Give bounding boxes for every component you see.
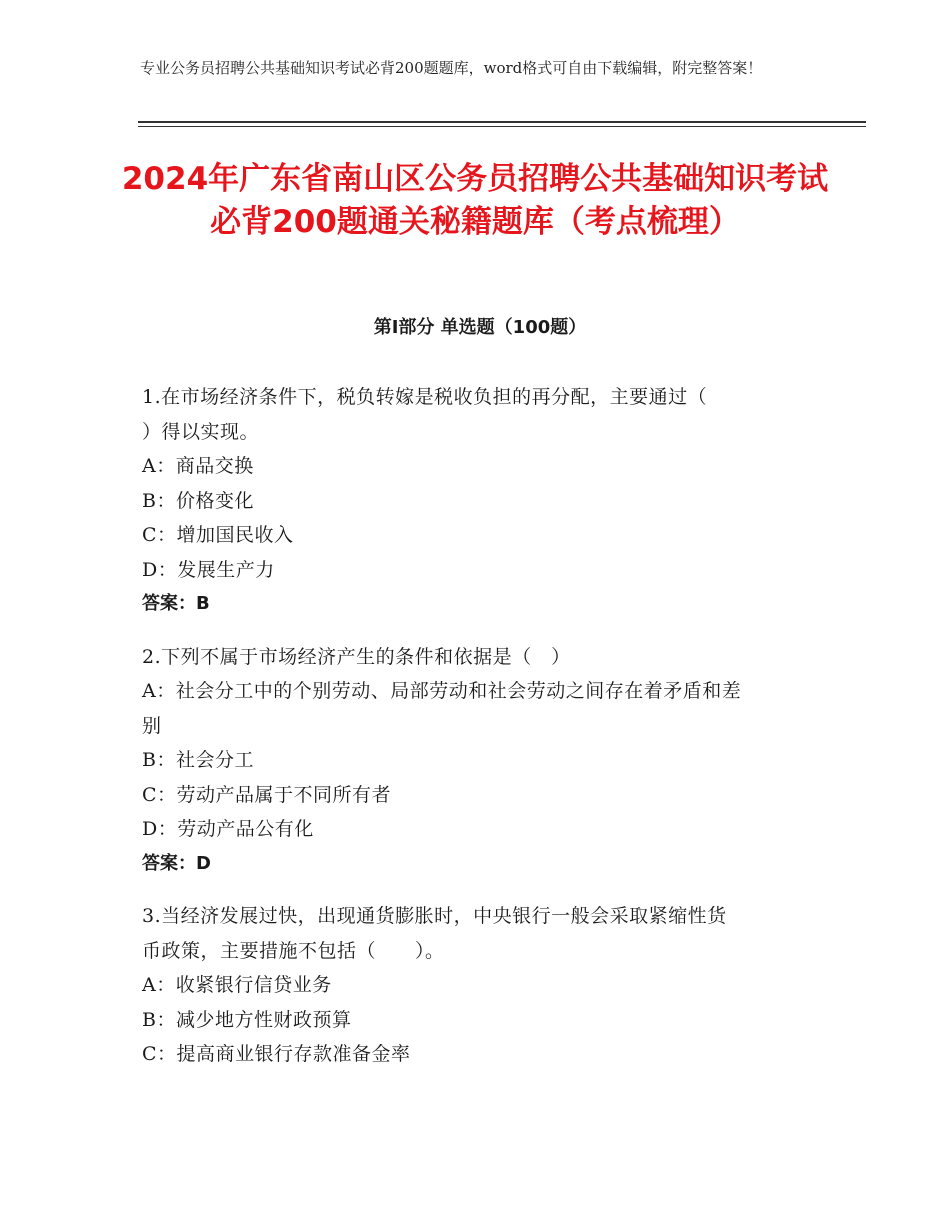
question-3 [142,899,810,1072]
option-c: C：增加国民收入 [142,524,294,546]
question-stem-line: 3.当经济发展过快，出现通货膨胀时，中央银行一般会采取紧缩性货 [142,905,727,927]
document-title: 2024年广东省南山区公务员招聘公共基础知识考试必背200题通关秘籍题库（考点梳理） [121,161,829,240]
option-b: B：社会分工 [142,749,254,771]
option-b: B：价格变化 [142,489,254,512]
question-1 [142,380,810,622]
option-b: B：减少地方性财政预算 [142,1008,352,1031]
question-stem-line: 2.下列不属于市场经济产生的条件和依据是（ ） [142,645,571,668]
answer-line: 答案：D [142,852,211,874]
question-2 [142,640,810,882]
option-c: C：劳动产品属于不同所有者 [142,783,392,806]
question-stem-line: 1.在市场经济条件下，税负转嫁是税收负担的再分配，主要通过（ [142,386,708,408]
option-a: A：收紧银行信贷业务 [142,974,332,996]
section-heading: 第I部分 单选题（100题） [373,317,587,338]
option-d: D：劳动产品公有化 [142,818,314,840]
option-a-continued: 别 [142,714,162,737]
answer-line: 答案：B [142,593,210,614]
option-d: D：发展生产力 [142,558,275,581]
header-note: 专业公务员招聘公共基础知识考试必背200题题库，word格式可自由下载编辑，附完整答案！ [140,59,763,77]
question-stem-line: 币政策，主要措施不包括（ ）。 [142,939,445,962]
question-list [142,380,810,1090]
header-rule-thin [138,126,866,127]
question-stem-line: ）得以实现。 [142,420,260,443]
option-a: A：商品交换 [142,455,254,477]
header-rule-thick [138,121,866,123]
option-a: A：社会分工中的个别劳动、局部劳动和社会劳动之间存在着矛盾和差 [142,680,742,702]
option-c: C：提高商业银行存款准备金率 [142,1043,411,1065]
